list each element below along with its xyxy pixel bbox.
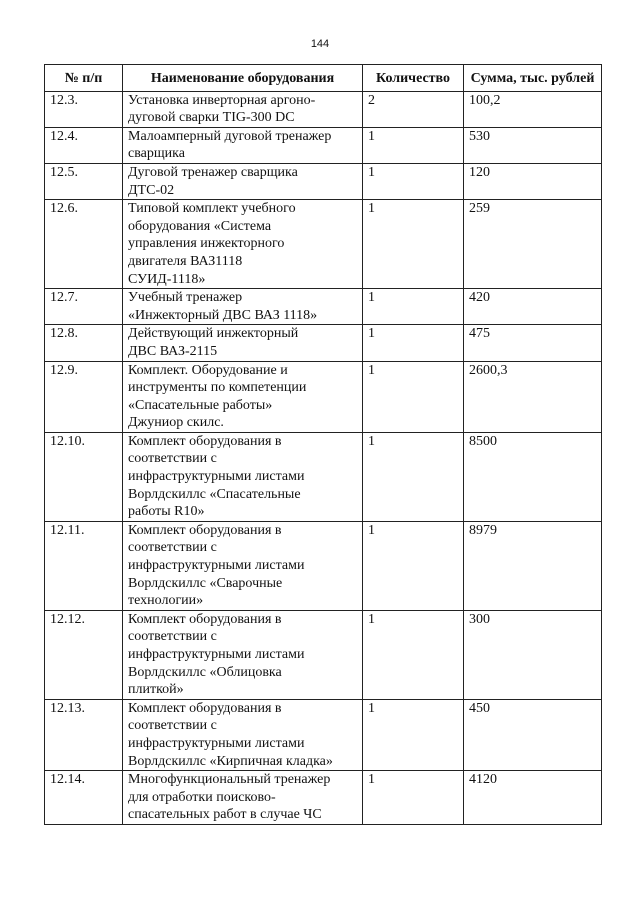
cell-num: 12.4.	[45, 127, 123, 163]
cell-sum: 450	[464, 699, 602, 770]
cell-qty: 1	[363, 200, 464, 289]
cell-name: Комплект оборудования в соответствии с инфраструктурными листами Ворлдскиллс «Кирпичная кладка»	[123, 699, 363, 770]
header-row	[45, 65, 602, 92]
cell-sum: 8500	[464, 432, 602, 521]
cell-num: 12.10.	[45, 432, 123, 521]
cell-num: 12.12.	[45, 610, 123, 699]
cell-name: Комплект оборудования в соответствии с инфраструктурными листами Ворлдскиллс «Спасательные работы R10»	[123, 432, 363, 521]
page-number: 144	[310, 38, 330, 50]
table-body	[45, 91, 602, 824]
cell-sum: 8979	[464, 521, 602, 610]
cell-qty: 1	[363, 361, 464, 432]
table-row	[45, 771, 602, 825]
table-row	[45, 699, 602, 770]
cell-qty: 1	[363, 163, 464, 199]
cell-sum: 100,2	[464, 91, 602, 127]
cell-sum: 4120	[464, 771, 602, 825]
cell-num: 12.8.	[45, 325, 123, 361]
cell-qty: 1	[363, 325, 464, 361]
table-header	[45, 65, 602, 92]
table-row	[45, 91, 602, 127]
cell-num: 12.6.	[45, 200, 123, 289]
cell-num: 12.13.	[45, 699, 123, 770]
table-row	[45, 200, 602, 289]
cell-sum: 530	[464, 127, 602, 163]
cell-sum: 475	[464, 325, 602, 361]
cell-name: Дуговой тренажер сварщика ДТС-02	[123, 163, 363, 199]
cell-qty: 1	[363, 699, 464, 770]
cell-name: Комплект. Оборудование и инструменты по компетенции «Спасательные работы» Джуниор скилс.	[123, 361, 363, 432]
cell-qty: 1	[363, 127, 464, 163]
cell-name: Комплект оборудования в соответствии с инфраструктурными листами Ворлдскиллс «Облицовка плиткой»	[123, 610, 363, 699]
header-num: № п/п	[45, 65, 123, 92]
cell-qty: 1	[363, 432, 464, 521]
cell-qty: 1	[363, 771, 464, 825]
cell-name: Комплект оборудования в соответствии с инфраструктурными листами Ворлдскиллс «Сварочные технологии»	[123, 521, 363, 610]
cell-qty: 2	[363, 91, 464, 127]
cell-sum: 259	[464, 200, 602, 289]
cell-qty: 1	[363, 610, 464, 699]
cell-num: 12.3.	[45, 91, 123, 127]
table-row	[45, 289, 602, 325]
cell-num: 12.5.	[45, 163, 123, 199]
header-qty: Количество	[363, 65, 464, 92]
table-row	[45, 325, 602, 361]
header-name: Наименование оборудования	[123, 65, 363, 92]
cell-qty: 1	[363, 289, 464, 325]
cell-num: 12.9.	[45, 361, 123, 432]
cell-num: 12.14.	[45, 771, 123, 825]
cell-name: Многофункциональный тренажер для отработки поисково- спасательных работ в случае ЧС	[123, 771, 363, 825]
cell-num: 12.7.	[45, 289, 123, 325]
table-row	[45, 610, 602, 699]
table-row	[45, 432, 602, 521]
cell-name: Малоамперный дуговой тренажер сварщика	[123, 127, 363, 163]
cell-name: Установка инверторная аргоно- дуговой сварки TIG-300 DC	[123, 91, 363, 127]
equipment-table	[44, 64, 602, 825]
table-row	[45, 521, 602, 610]
table-row	[45, 163, 602, 199]
table-row	[45, 127, 602, 163]
cell-sum: 120	[464, 163, 602, 199]
cell-qty: 1	[363, 521, 464, 610]
cell-sum: 2600,3	[464, 361, 602, 432]
table-row	[45, 361, 602, 432]
cell-name: Действующий инжекторный ДВС ВАЗ-2115	[123, 325, 363, 361]
cell-sum: 420	[464, 289, 602, 325]
cell-name: Учебный тренажер «Инжекторный ДВС ВАЗ 1118»	[123, 289, 363, 325]
cell-num: 12.11.	[45, 521, 123, 610]
cell-name: Типовой комплект учебного оборудования «Система управления инжекторного двигателя ВАЗ1118 СУИД-1118»	[123, 200, 363, 289]
header-sum: Сумма, тыс. рублей	[464, 65, 602, 92]
cell-sum: 300	[464, 610, 602, 699]
